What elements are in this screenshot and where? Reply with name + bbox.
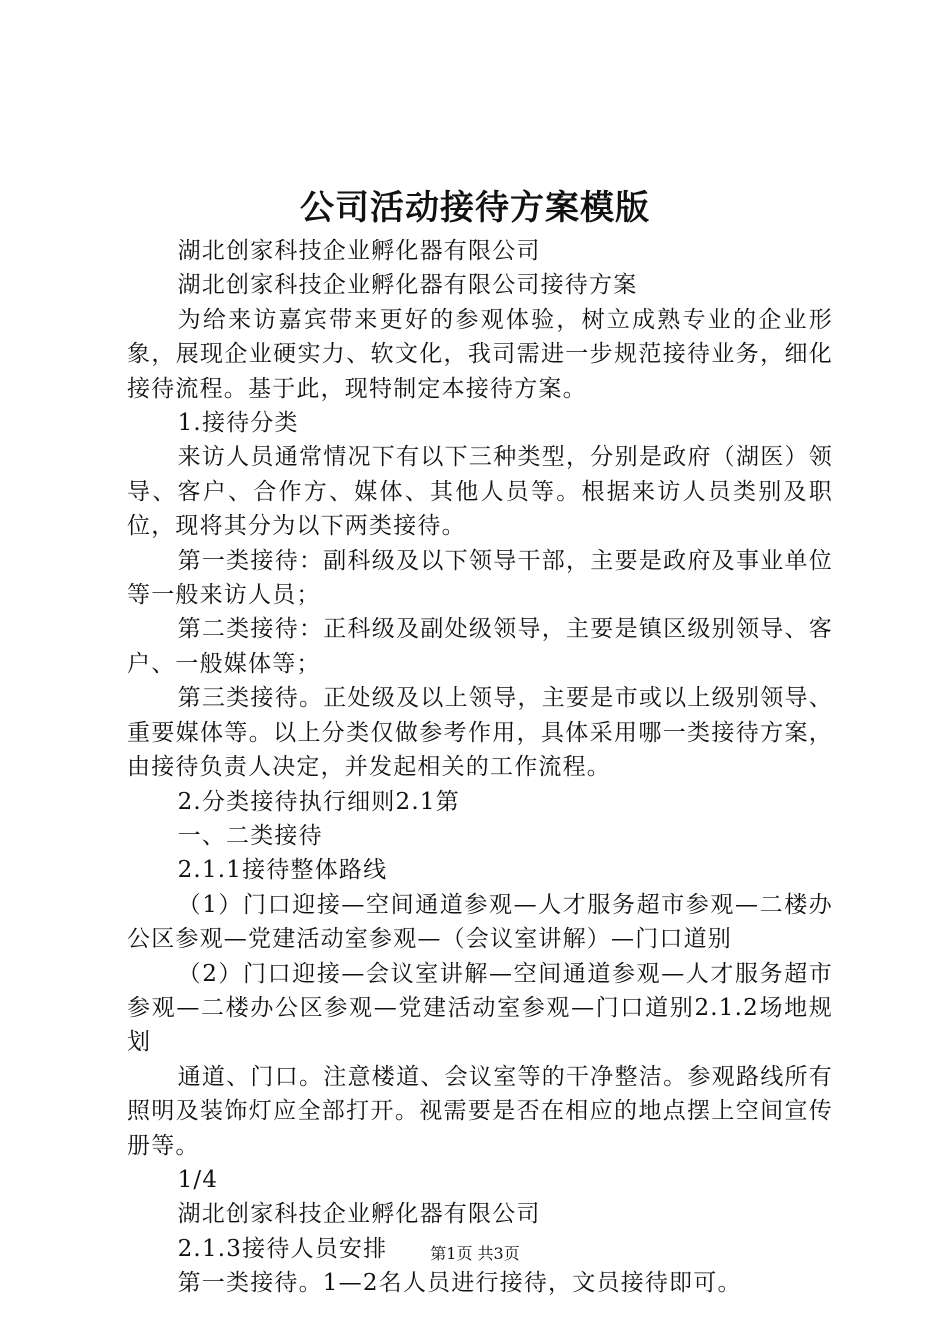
- paragraph: 1.接待分类: [177, 410, 299, 437]
- paragraph: （2）门口迎接—会议室讲解—空间通道参观—人才服务超市参观—二楼办公区参观—党建活动室参观—门口道别2.1.2场地规划: [127, 960, 833, 1056]
- paragraph: 2.分类接待执行细则2.1第: [177, 788, 460, 815]
- paragraph: 来访人员通常情况下有以下三种类型，分别是政府（湖医）领导、客户、合作方、媒体、其他人员等。根据来访人员类别及职位，现将其分为以下两类接待。: [127, 444, 833, 540]
- paragraph: 湖北创家科技企业孵化器有限公司: [177, 238, 541, 264]
- paragraph: 湖北创家科技企业孵化器有限公司: [177, 1201, 541, 1228]
- paragraph: 2.1.3接待人员安排: [177, 1235, 388, 1262]
- paragraph: 第一类接待。1—2名人员进行接待，文员接待即可。: [177, 1270, 742, 1297]
- paragraph: 第三类接待。正处级及以上领导，主要是市或以上级别领导、重要媒体等。以上分类仅做参考作用，具体采用哪一类接待方案，由接待负责人决定，并发起相关的工作流程。: [127, 685, 833, 781]
- document-body: [127, 234, 833, 1301]
- document-title: 公司活动接待方案模版: [300, 188, 650, 228]
- paragraph: 通道、门口。注意楼道、会议室等的干净整洁。参观路线所有照明及装饰灯应全部打开。视需要是否在相应的地点摆上空间宣传册等。: [127, 1063, 833, 1159]
- paragraph: 第二类接待：正科级及副处级领导，主要是镇区级别领导、客户、一般媒体等；: [127, 616, 833, 677]
- paragraph: 湖北创家科技企业孵化器有限公司接待方案: [177, 272, 638, 299]
- paragraph: 为给来访嘉宾带来更好的参观体验，树立成熟专业的企业形象，展现企业硬实力、软文化，我司需进一步规范接待业务，细化接待流程。基于此，现特制定本接待方案。: [127, 306, 833, 402]
- page-fraction: 1/4: [177, 1166, 219, 1193]
- paragraph: 第一类接待：副科级及以下领导干部，主要是政府及事业单位等一般来访人员；: [127, 547, 833, 609]
- paragraph: （1）门口迎接—空间通道参观—人才服务超市参观—二楼办公区参观—党建活动室参观—（会议室讲解）—门口道别: [127, 891, 833, 953]
- paragraph: 一、二类接待: [177, 822, 323, 849]
- page-footer: 第1页 共3页: [430, 1244, 520, 1263]
- paragraph: 2.1.1接待整体路线: [177, 857, 388, 884]
